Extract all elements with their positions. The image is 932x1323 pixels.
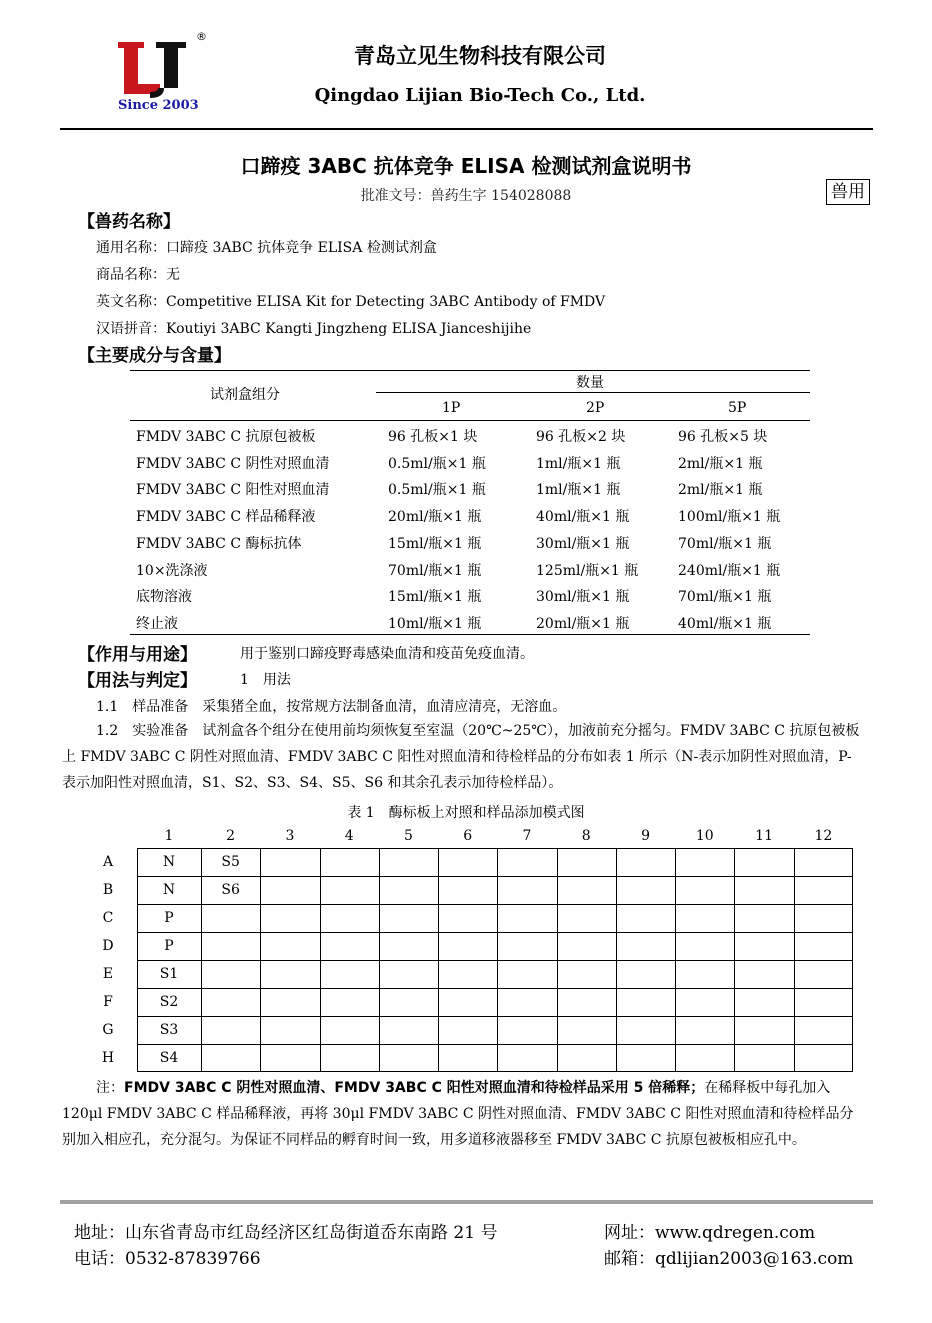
plate-note [62, 1075, 862, 1153]
component-name: FMDV 3ABC C 阴性对照血清 [136, 455, 330, 472]
col-header-5p: 5P [728, 400, 747, 416]
plate-horizontal-line [137, 932, 853, 933]
component-name: 终止液 [136, 615, 178, 632]
plate-column-number: 7 [522, 828, 532, 844]
plate-row-label: E [102, 966, 114, 982]
component-header: 试剂盒组分 [210, 387, 280, 403]
component-quantity: 70ml/瓶×1 瓶 [678, 589, 772, 606]
footer-divider [60, 1200, 873, 1204]
registered-mark: ® [196, 30, 207, 43]
plate-well: S1 [159, 966, 179, 982]
component-quantity: 2ml/瓶×1 瓶 [678, 482, 763, 499]
component-quantity: 20ml/瓶×1 瓶 [388, 509, 482, 526]
plate-well: S3 [159, 1022, 179, 1038]
pinyin-name: 汉语拼音：Koutiyi 3ABC Kangti Jingzheng ELISA Jianceshijihe [96, 321, 532, 337]
component-quantity: 96 孔板×5 块 [678, 429, 768, 445]
component-name: FMDV 3ABC C 抗原包被板 [136, 429, 316, 445]
component-quantity: 2ml/瓶×1 瓶 [678, 455, 763, 472]
plate-column-number: 11 [755, 828, 773, 844]
component-quantity: 0.5ml/瓶×1 瓶 [388, 455, 486, 472]
plate-column-number: 4 [344, 828, 354, 844]
plate-well: P [164, 910, 174, 926]
plate-horizontal-line [137, 876, 853, 877]
section-heading-composition: 【主要成分与含量】 [78, 346, 231, 366]
table-header-rule [130, 420, 810, 421]
plate-column-number: 2 [226, 828, 236, 844]
plate-horizontal-line [137, 960, 853, 961]
col-header-2p: 2P [586, 400, 605, 416]
english-name: 英文名称：Competitive ELISA Kit for Detecting 3ABC Antibody of FMDV [96, 294, 606, 310]
quantity-header: 数量 [576, 375, 604, 391]
footer-address: 地址：山东省青岛市红岛经济区红岛街道岙东南路 21 号 [74, 1223, 498, 1243]
table-bottom-rule [130, 634, 810, 635]
component-quantity: 96 孔板×2 块 [536, 429, 626, 445]
note-bold: FMDV 3ABC C 阴性对照血清、FMDV 3ABC C 阳性对照血清和待检样品采用 5 倍稀释； [124, 1080, 705, 1096]
component-quantity: 70ml/瓶×1 瓶 [388, 562, 482, 579]
general-name: 通用名称：口蹄疫 3ABC 抗体竞争 ELISA 检测试剂盒 [96, 240, 437, 256]
plate-well: N [162, 882, 176, 898]
plate-horizontal-line [137, 904, 853, 905]
document-title: 口蹄疫 3ABC 抗体竞争 ELISA 检测试剂盒说明书 [240, 154, 692, 178]
note-rest: 在稀释板中每孔加入 120μl FMDV 3ABC C 样品稀释液，再将 30μl FMDV 3ABC C 阴性对照血清、FMDV 3ABC C 阳性对照血清和待检样品分别加入相应孔，充分混匀。为保证不同样品的孵育时间一致，用多道移液器移至 FMDV 3ABC C 抗原包被板相应孔中。 [62, 1080, 854, 1148]
component-quantity: 0.5ml/瓶×1 瓶 [388, 482, 486, 499]
plate-well: S4 [159, 1050, 179, 1066]
plate-column-number: 8 [581, 828, 591, 844]
component-quantity: 30ml/瓶×1 瓶 [536, 589, 630, 606]
component-name: 底物溶液 [136, 589, 192, 606]
plate-row-label: B [102, 882, 114, 898]
plate-row-label: G [102, 1022, 114, 1038]
plate-row-label: F [103, 994, 113, 1010]
approval-number: 批准文号：兽药生字 154028088 [360, 188, 572, 204]
plate-well: S6 [221, 882, 240, 898]
component-quantity: 1ml/瓶×1 瓶 [536, 482, 621, 499]
trade-name: 商品名称：无 [96, 267, 180, 283]
quantity-subrule [376, 392, 810, 393]
plate-column-number: 10 [695, 828, 714, 844]
col-header-1p: 1P [442, 400, 461, 416]
usage-text: 用于鉴别口蹄疫野毒感染血清和疫苗免疫血清。 [240, 646, 534, 662]
plate-column-number: 3 [285, 828, 295, 844]
plate-row-label: C [102, 910, 114, 926]
component-name: FMDV 3ABC C 酶标抗体 [136, 535, 302, 552]
method-sample-prep: 1.1 样品准备 采集猪全血，按常规方法制备血清，血清应清亮，无溶血。 [96, 699, 567, 715]
header-divider [60, 128, 873, 130]
component-quantity: 96 孔板×1 块 [388, 429, 478, 445]
component-quantity: 40ml/瓶×1 瓶 [536, 509, 630, 526]
company-logo [110, 30, 210, 120]
section-heading-names: 【兽药名称】 [78, 212, 180, 232]
component-quantity: 70ml/瓶×1 瓶 [678, 535, 772, 552]
company-name-en: Qingdao Lijian Bio-Tech Co., Ltd. [314, 85, 646, 106]
footer-email: 邮箱：qdlijian2003@163.com [604, 1249, 854, 1269]
plate-column-number: 5 [403, 828, 413, 844]
component-quantity: 125ml/瓶×1 瓶 [536, 562, 639, 579]
plate-column-number: 6 [463, 828, 473, 844]
company-name-cn: 青岛立见生物科技有限公司 [354, 44, 606, 68]
plate-horizontal-line [137, 988, 853, 989]
component-quantity: 30ml/瓶×1 瓶 [536, 535, 630, 552]
component-quantity: 20ml/瓶×1 瓶 [536, 615, 630, 632]
component-name: 10×洗涤液 [136, 562, 208, 579]
component-name: FMDV 3ABC C 样品稀释液 [136, 509, 316, 526]
table-top-rule [130, 370, 810, 371]
component-quantity: 15ml/瓶×1 瓶 [388, 589, 482, 606]
plate-well: S5 [221, 854, 240, 870]
plate-column-number: 9 [641, 828, 650, 844]
veterinary-badge: 兽用 [826, 179, 870, 205]
section-heading-usage: 【作用与用途】 [78, 645, 197, 665]
method-subheading: 1 用法 [240, 672, 291, 688]
note-prefix: 注： [96, 1080, 124, 1096]
logo-since-text: Since 2003 [118, 98, 199, 113]
component-quantity: 15ml/瓶×1 瓶 [388, 535, 482, 552]
component-quantity: 240ml/瓶×1 瓶 [678, 562, 781, 579]
plate-horizontal-line [137, 1016, 853, 1017]
component-name: FMDV 3ABC C 阳性对照血清 [136, 482, 330, 499]
footer-phone: 电话：0532-87839766 [74, 1249, 261, 1269]
component-quantity: 100ml/瓶×1 瓶 [678, 509, 781, 526]
method-experiment-prep: 1.2 实验准备 试剂盒各个组分在使用前均须恢复至室温（20℃~25℃），加液前充分摇匀。FMDV 3ABC C 抗原包被板上 FMDV 3ABC C 阴性对照血清、FMDV 3ABC C 阳性对照血清和待检样品的分布如表 1 所示（N-表示加阴性对照血清，P-表示加阳性对照血清，S1、S2、S3、S4、S5、S6 和其余孔表示加待检样品）。 [62, 723, 860, 791]
plate-well: P [164, 938, 174, 954]
plate-row-label: D [102, 938, 114, 954]
footer-website: 网址：www.qdregen.com [604, 1223, 816, 1243]
plate-well: N [162, 854, 176, 870]
component-quantity: 40ml/瓶×1 瓶 [678, 615, 772, 632]
component-quantity: 1ml/瓶×1 瓶 [536, 455, 621, 472]
plate-well: S2 [159, 994, 179, 1010]
plate-row-label: H [101, 1050, 115, 1066]
plate-column-number: 12 [814, 828, 833, 844]
plate-column-number: 1 [164, 828, 174, 844]
plate-table-caption: 表 1 酶标板上对照和样品添加模式图 [347, 805, 585, 821]
section-heading-method: 【用法与判定】 [78, 671, 197, 691]
plate-horizontal-line [137, 1044, 853, 1045]
plate-row-label: A [102, 854, 114, 870]
component-quantity: 10ml/瓶×1 瓶 [388, 615, 482, 632]
